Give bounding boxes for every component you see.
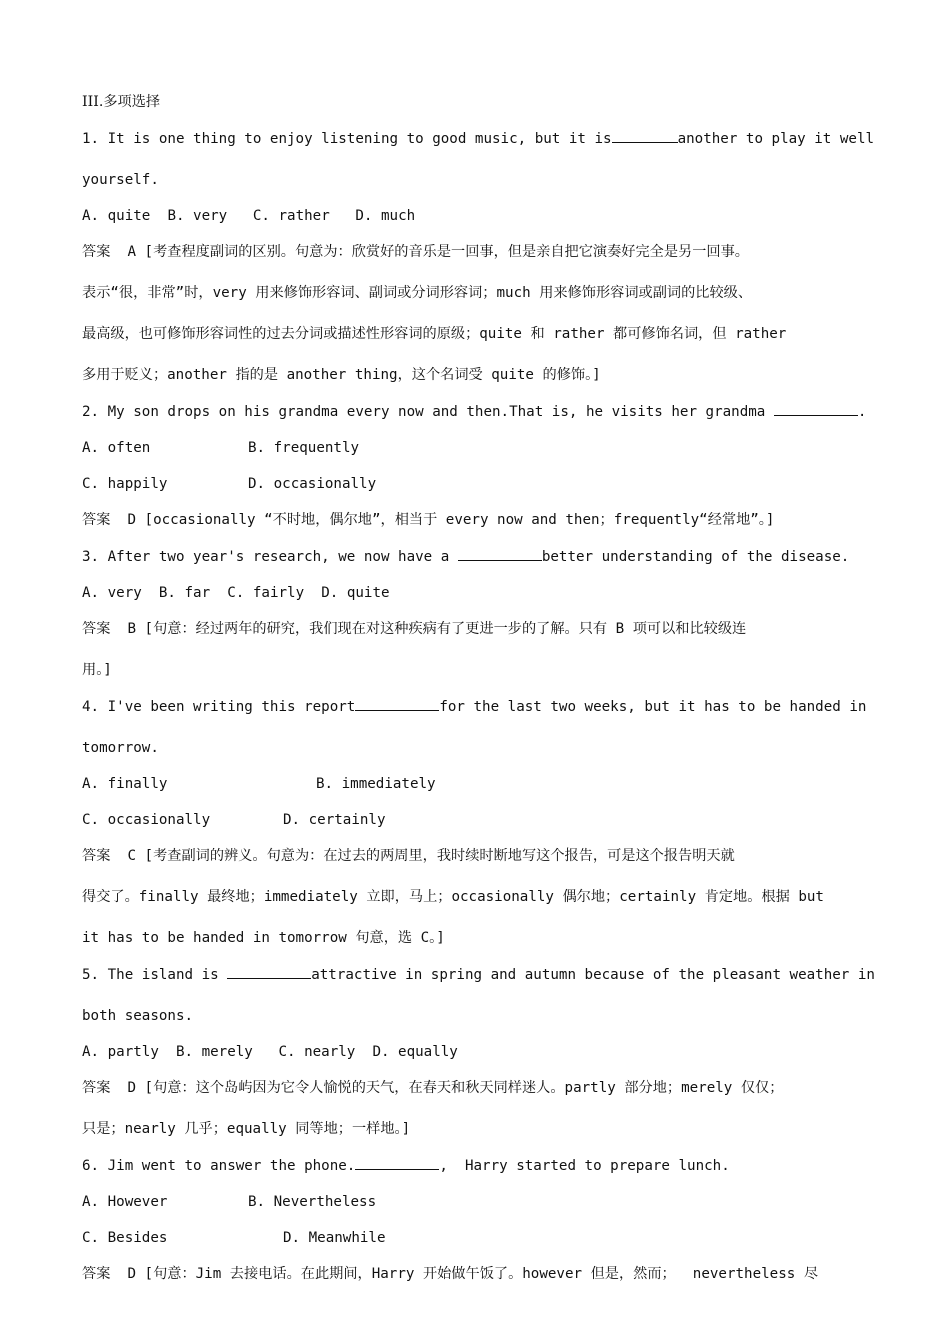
q6-option-b: B. Nevertheless <box>248 1194 377 1210</box>
q4-stem-part-b: for the last two weeks, but it has to be handed in <box>439 699 867 715</box>
q2-option-b: B. frequently <box>248 440 360 456</box>
question-1-options <box>82 206 882 226</box>
q4-option-c: C. occasionally <box>82 812 211 828</box>
q6-stem-part-a: 6. Jim went to answer the phone. <box>82 1158 356 1174</box>
q1-option-c: C. rather <box>252 208 330 224</box>
q2-stem-part-a: 2. My son drops on his grandma every now and then.That is, he visits her grandma <box>82 404 774 420</box>
question-2-options-row-1 <box>82 438 882 458</box>
document-page <box>82 92 882 1284</box>
question-4-stem <box>82 696 882 717</box>
question-3-options <box>82 583 882 603</box>
question-5-stem-cont: both seasons. <box>82 1008 194 1024</box>
q2-stem-part-b: . <box>857 404 867 420</box>
q6-option-c: C. Besides <box>82 1230 168 1246</box>
question-6-stem <box>82 1155 882 1176</box>
q4-stem-part-a: 4. I've been writing this report <box>82 699 356 715</box>
section-title: III.多项选择 <box>82 94 161 110</box>
q5-answer-line-2: 只是；nearly 几乎；equally 同等地；一样地。] <box>82 1121 411 1137</box>
q4-answer-blank <box>355 696 439 711</box>
q4-answer-line-3: it has to be handed in tomorrow 句意，选 C。] <box>82 930 445 946</box>
q1-answer-line-3: 最高级，也可修饰形容词性的过去分词或描述性形容词的原级；quite 和 rather 都可修饰名词，但 rather <box>82 326 787 342</box>
q3-stem-part-a: 3. After two year's research, we now have a <box>82 549 458 565</box>
q6-answer-line-1: 答案 D [句意：Jim 去接电话。在此期间，Harry 开始做午饭了。however 但是，然而； nevertheless 尽 <box>82 1266 819 1282</box>
q5-answer-line-1: 答案 D [句意：这个岛屿因为它令人愉悦的天气，在春天和秋天同样迷人。partly 部分地；merely 仅仅； <box>82 1080 784 1096</box>
question-4-options-row-1 <box>82 774 882 794</box>
q6-option-a: A. However <box>82 1194 168 1210</box>
q5-option-c: C. nearly <box>278 1044 356 1060</box>
q1-answer-line-4: 多用于贬义；another 指的是 another thing，这个名词受 quite 的修饰。] <box>82 367 601 383</box>
q1-option-a: A. quite <box>82 208 151 224</box>
q5-stem-part-a: 5. The island is <box>82 967 228 983</box>
question-2-options-row-2 <box>82 474 882 494</box>
q5-option-d: D. equally <box>372 1044 458 1060</box>
q3-answer-line-2: 用。] <box>82 662 112 678</box>
q6-stem-part-b: , Harry started to prepare lunch. <box>439 1158 730 1174</box>
question-6-options-row-1 <box>82 1192 882 1212</box>
q1-stem-part-a: 1. It is one thing to enjoy listening to good music, but it is <box>82 131 612 147</box>
q6-option-d: D. Meanwhile <box>283 1230 386 1246</box>
q4-option-d: D. certainly <box>283 812 386 828</box>
question-6-options-row-2 <box>82 1228 882 1248</box>
q3-answer-line-1: 答案 B [句意：经过两年的研究，我们现在对这种疾病有了更进一步的了解。只有 B 项可以和比较级连 <box>82 621 747 637</box>
question-5-stem <box>82 964 882 985</box>
q1-stem-part-b: another to play it well <box>677 131 875 147</box>
q4-option-a: A. finally <box>82 776 168 792</box>
q5-answer-blank <box>227 964 311 979</box>
question-2-stem <box>82 401 882 422</box>
q4-answer-line-1: 答案 C [考查副词的辨义。句意为：在过去的两周里，我时续时断地写这个报告，可是这个报告明天就 <box>82 848 735 864</box>
question-5-options <box>82 1042 882 1062</box>
q2-answer-blank <box>774 401 858 416</box>
q3-answer-blank <box>458 546 542 561</box>
question-1-stem <box>82 128 882 149</box>
q4-answer-line-2: 得交了。finally 最终地；immediately 立即，马上；occasionally 偶尔地；certainly 肯定地。根据 but <box>82 889 824 905</box>
q2-answer-line-1: 答案 D [occasionally “不时地，偶尔地”，相当于 every now and then；frequently“经常地”。] <box>82 512 775 528</box>
q1-option-b: B. very <box>167 208 228 224</box>
q3-option-c: C. fairly <box>227 585 305 601</box>
question-1-stem-cont: yourself. <box>82 172 159 188</box>
q1-answer-line-1: 答案 A [考查程度副词的区别。句意为：欣赏好的音乐是一回事，但是亲自把它演奏好完全是另一回事。 <box>82 244 749 260</box>
q6-answer-blank <box>355 1155 439 1170</box>
q5-stem-part-b: attractive in spring and autumn because of the pleasant weather in <box>311 967 875 983</box>
question-4-stem-cont: tomorrow. <box>82 740 159 756</box>
q3-option-b: B. far <box>158 585 211 601</box>
q3-option-a: A. very <box>82 585 142 601</box>
q2-option-d: D. occasionally <box>248 476 377 492</box>
q3-option-d: D. quite <box>321 585 390 601</box>
q1-option-d: D. much <box>355 208 416 224</box>
q1-answer-line-2: 表示“很，非常”时，very 用来修饰形容词、副词或分词形容词；much 用来修饰形容词或副词的比较级、 <box>82 285 753 301</box>
question-3-stem <box>82 546 882 567</box>
q2-option-a: A. often <box>82 440 151 456</box>
q5-option-b: B. merely <box>175 1044 253 1060</box>
q4-option-b: B. immediately <box>316 776 436 792</box>
q5-option-a: A. partly <box>82 1044 159 1060</box>
q3-stem-part-b: better understanding of the disease. <box>541 549 850 565</box>
q1-answer-blank <box>612 128 678 143</box>
q2-option-c: C. happily <box>82 476 168 492</box>
question-4-options-row-2 <box>82 810 882 830</box>
